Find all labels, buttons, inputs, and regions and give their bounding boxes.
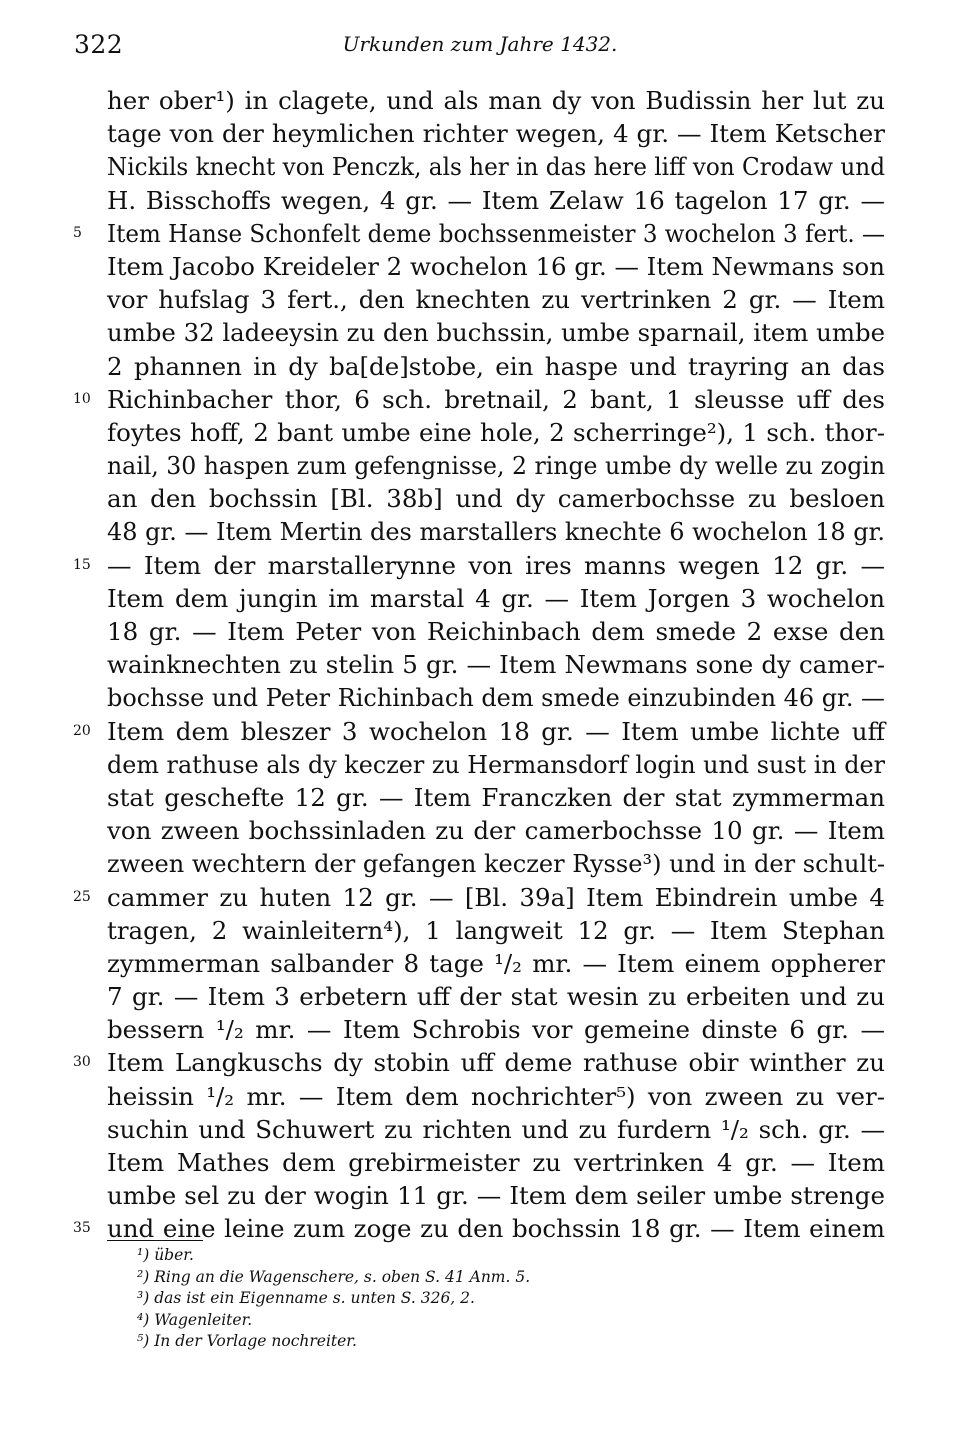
text-line — [107, 350, 885, 383]
text-line — [107, 648, 885, 681]
line-text: dem rathuse als dy keczer zu Hermansdorf login und sust in der — [107, 749, 885, 779]
line-text: umbe sel zu der wogin 11 gr. — Item dem seiler umbe strenge — [107, 1181, 885, 1211]
line-text: Item Hanse Schonfelt deme bochssenmeister 3 wochelon 3 fert. — — [107, 218, 885, 248]
text-line — [107, 947, 885, 980]
line-text: 18 gr. — Item Peter von Reichinbach dem smede 2 exse den — [107, 617, 885, 646]
text-line — [107, 615, 885, 648]
line-text: Item Langkuschs dy stobin uff deme rathuse obir winther zu — [107, 1048, 885, 1078]
text-line — [107, 1113, 885, 1146]
text-line — [73, 1212, 885, 1245]
text-line — [107, 1146, 885, 1179]
footnote: ⁵) In der Vorlage nochreiter. — [137, 1332, 357, 1351]
text-line — [107, 748, 885, 781]
text-line — [107, 117, 885, 150]
body-text — [73, 84, 885, 1246]
text-line — [107, 416, 885, 449]
line-text: Item dem bleszer 3 wochelon 18 gr. — Item umbe lichte uff — [107, 716, 885, 746]
text-line — [73, 383, 885, 416]
text-line — [107, 84, 885, 117]
footnote: ¹) über. — [137, 1246, 194, 1264]
line-text: foytes hoff, 2 bant umbe eine hole, 2 scherringe²), 1 sch. thor- — [107, 417, 885, 447]
line-text: zween wechtern der gefangen keczer Rysse³) und in der schult- — [107, 849, 885, 879]
line-number: 30 — [73, 1054, 91, 1071]
line-text: 48 gr. — Item Mertin des marstallers knechte 6 wochelon 18 gr. — [107, 517, 885, 547]
text-line — [107, 449, 885, 482]
line-number: 25 — [73, 888, 91, 905]
line-text: nail, 30 haspen zum gefengnisse, 2 ringe umbe dy welle zu zogin — [107, 451, 885, 481]
line-text: zymmerman salbander 8 tage ¹/₂ mr. — Item einem oppherer — [107, 948, 885, 978]
text-line — [73, 549, 885, 582]
line-text: 2 phannen in dy ba[de]stobe, ein haspe und trayring an das — [107, 351, 885, 381]
line-number: 10 — [73, 390, 91, 407]
running-head: Urkunden zum Jahre 1432. — [342, 32, 618, 56]
text-line — [107, 184, 885, 217]
line-text: Richinbacher thor, 6 sch. bretnail, 2 bant, 1 sleusse uff des — [107, 384, 885, 414]
line-text: tage von der heymlichen richter wegen, 4 gr. — Item Ketscher — [107, 119, 885, 149]
text-line — [73, 1046, 885, 1079]
text-line — [73, 715, 885, 748]
line-text: suchin und Schuwert zu richten und zu furdern ¹/₂ sch. gr. — — [107, 1114, 885, 1144]
text-line — [107, 847, 885, 880]
line-number: 20 — [73, 722, 91, 739]
text-line — [107, 582, 885, 615]
line-text: umbe 32 ladeeysin zu den buchssin, umbe sparnail, item umbe — [107, 318, 885, 348]
line-number: 15 — [73, 556, 91, 573]
line-text: H. Bisschoffs wegen, 4 gr. — Item Zelaw 16 tagelon 17 gr. — — [107, 185, 885, 215]
text-line — [107, 914, 885, 947]
line-text: Nickils knecht von Penczk, als her in das here liff von Crodaw und — [107, 152, 885, 182]
text-line — [107, 980, 885, 1013]
footnotes — [137, 1245, 737, 1353]
line-text: heissin ¹/₂ mr. — Item dem nochrichter⁵) von zween zu ver- — [107, 1081, 885, 1111]
line-text: cammer zu huten 12 gr. — [Bl. 39a] Item Ebindrein umbe 4 — [107, 882, 885, 912]
text-line — [107, 1080, 885, 1113]
text-line — [107, 482, 885, 515]
page-number: 322 — [74, 30, 124, 59]
text-line — [107, 814, 885, 847]
footnote: ²) Ring an die Wagenschere, s. oben S. 41 Anm. 5. — [137, 1267, 531, 1286]
text-line — [107, 1013, 885, 1046]
text-line — [107, 316, 885, 349]
line-text: vor hufslag 3 fert., den knechten zu vertrinken 2 gr. — Item — [107, 285, 885, 315]
line-number: 5 — [73, 224, 82, 241]
text-line — [107, 781, 885, 814]
line-text: von zween bochssinladen zu der camerbochsse 10 gr. — Item — [107, 816, 885, 846]
line-text: bochsse und Peter Richinbach dem smede einzubinden 46 gr. — — [107, 683, 885, 713]
line-number: 35 — [73, 1220, 91, 1237]
footnote: ⁴) Wagenleiter. — [137, 1310, 253, 1329]
line-text: Item Jacobo Kreideler 2 wochelon 16 gr. — Item Newmans son — [107, 251, 885, 281]
line-text: stat geschefte 12 gr. — Item Franczken der stat zymmerman — [107, 782, 885, 812]
footnote-divider — [107, 1240, 203, 1241]
text-line — [107, 250, 885, 283]
line-text: Item dem jungin im marstal 4 gr. — Item Jorgen 3 wochelon — [107, 583, 885, 613]
line-text: wainknechten zu stelin 5 gr. — Item Newmans sone dy camer- — [107, 650, 885, 680]
line-text: 7 gr. — Item 3 erbetern uff der stat wesin zu erbeiten und zu — [107, 982, 885, 1012]
line-text: her ober¹) in clagete, und als man dy von Budissin her lut zu — [107, 86, 885, 115]
line-text: an den bochssin [Bl. 38b] und dy camerbochsse zu besloen — [107, 484, 885, 514]
text-line — [107, 681, 885, 714]
line-text: tragen, 2 wainleitern⁴), 1 langweit 12 gr. — Item Stephan — [107, 915, 885, 945]
line-text: — Item der marstallerynne von ires manns wegen 12 gr. — — [107, 550, 885, 580]
text-line — [107, 1179, 885, 1212]
line-text: Item Mathes dem grebirmeister zu vertrinken 4 gr. — Item — [107, 1148, 885, 1177]
line-text: bessern ¹/₂ mr. — Item Schrobis vor gemeine dinste 6 gr. — — [107, 1015, 885, 1045]
text-line — [73, 881, 885, 914]
text-line — [107, 515, 885, 548]
text-line — [73, 217, 885, 250]
line-text: und eine leine zum zoge zu den bochssin 18 gr. — Item einem — [107, 1214, 885, 1244]
text-line — [107, 150, 885, 183]
text-line — [107, 283, 885, 316]
footnote: ³) das ist ein Eigenname s. unten S. 326, 2. — [137, 1289, 475, 1308]
